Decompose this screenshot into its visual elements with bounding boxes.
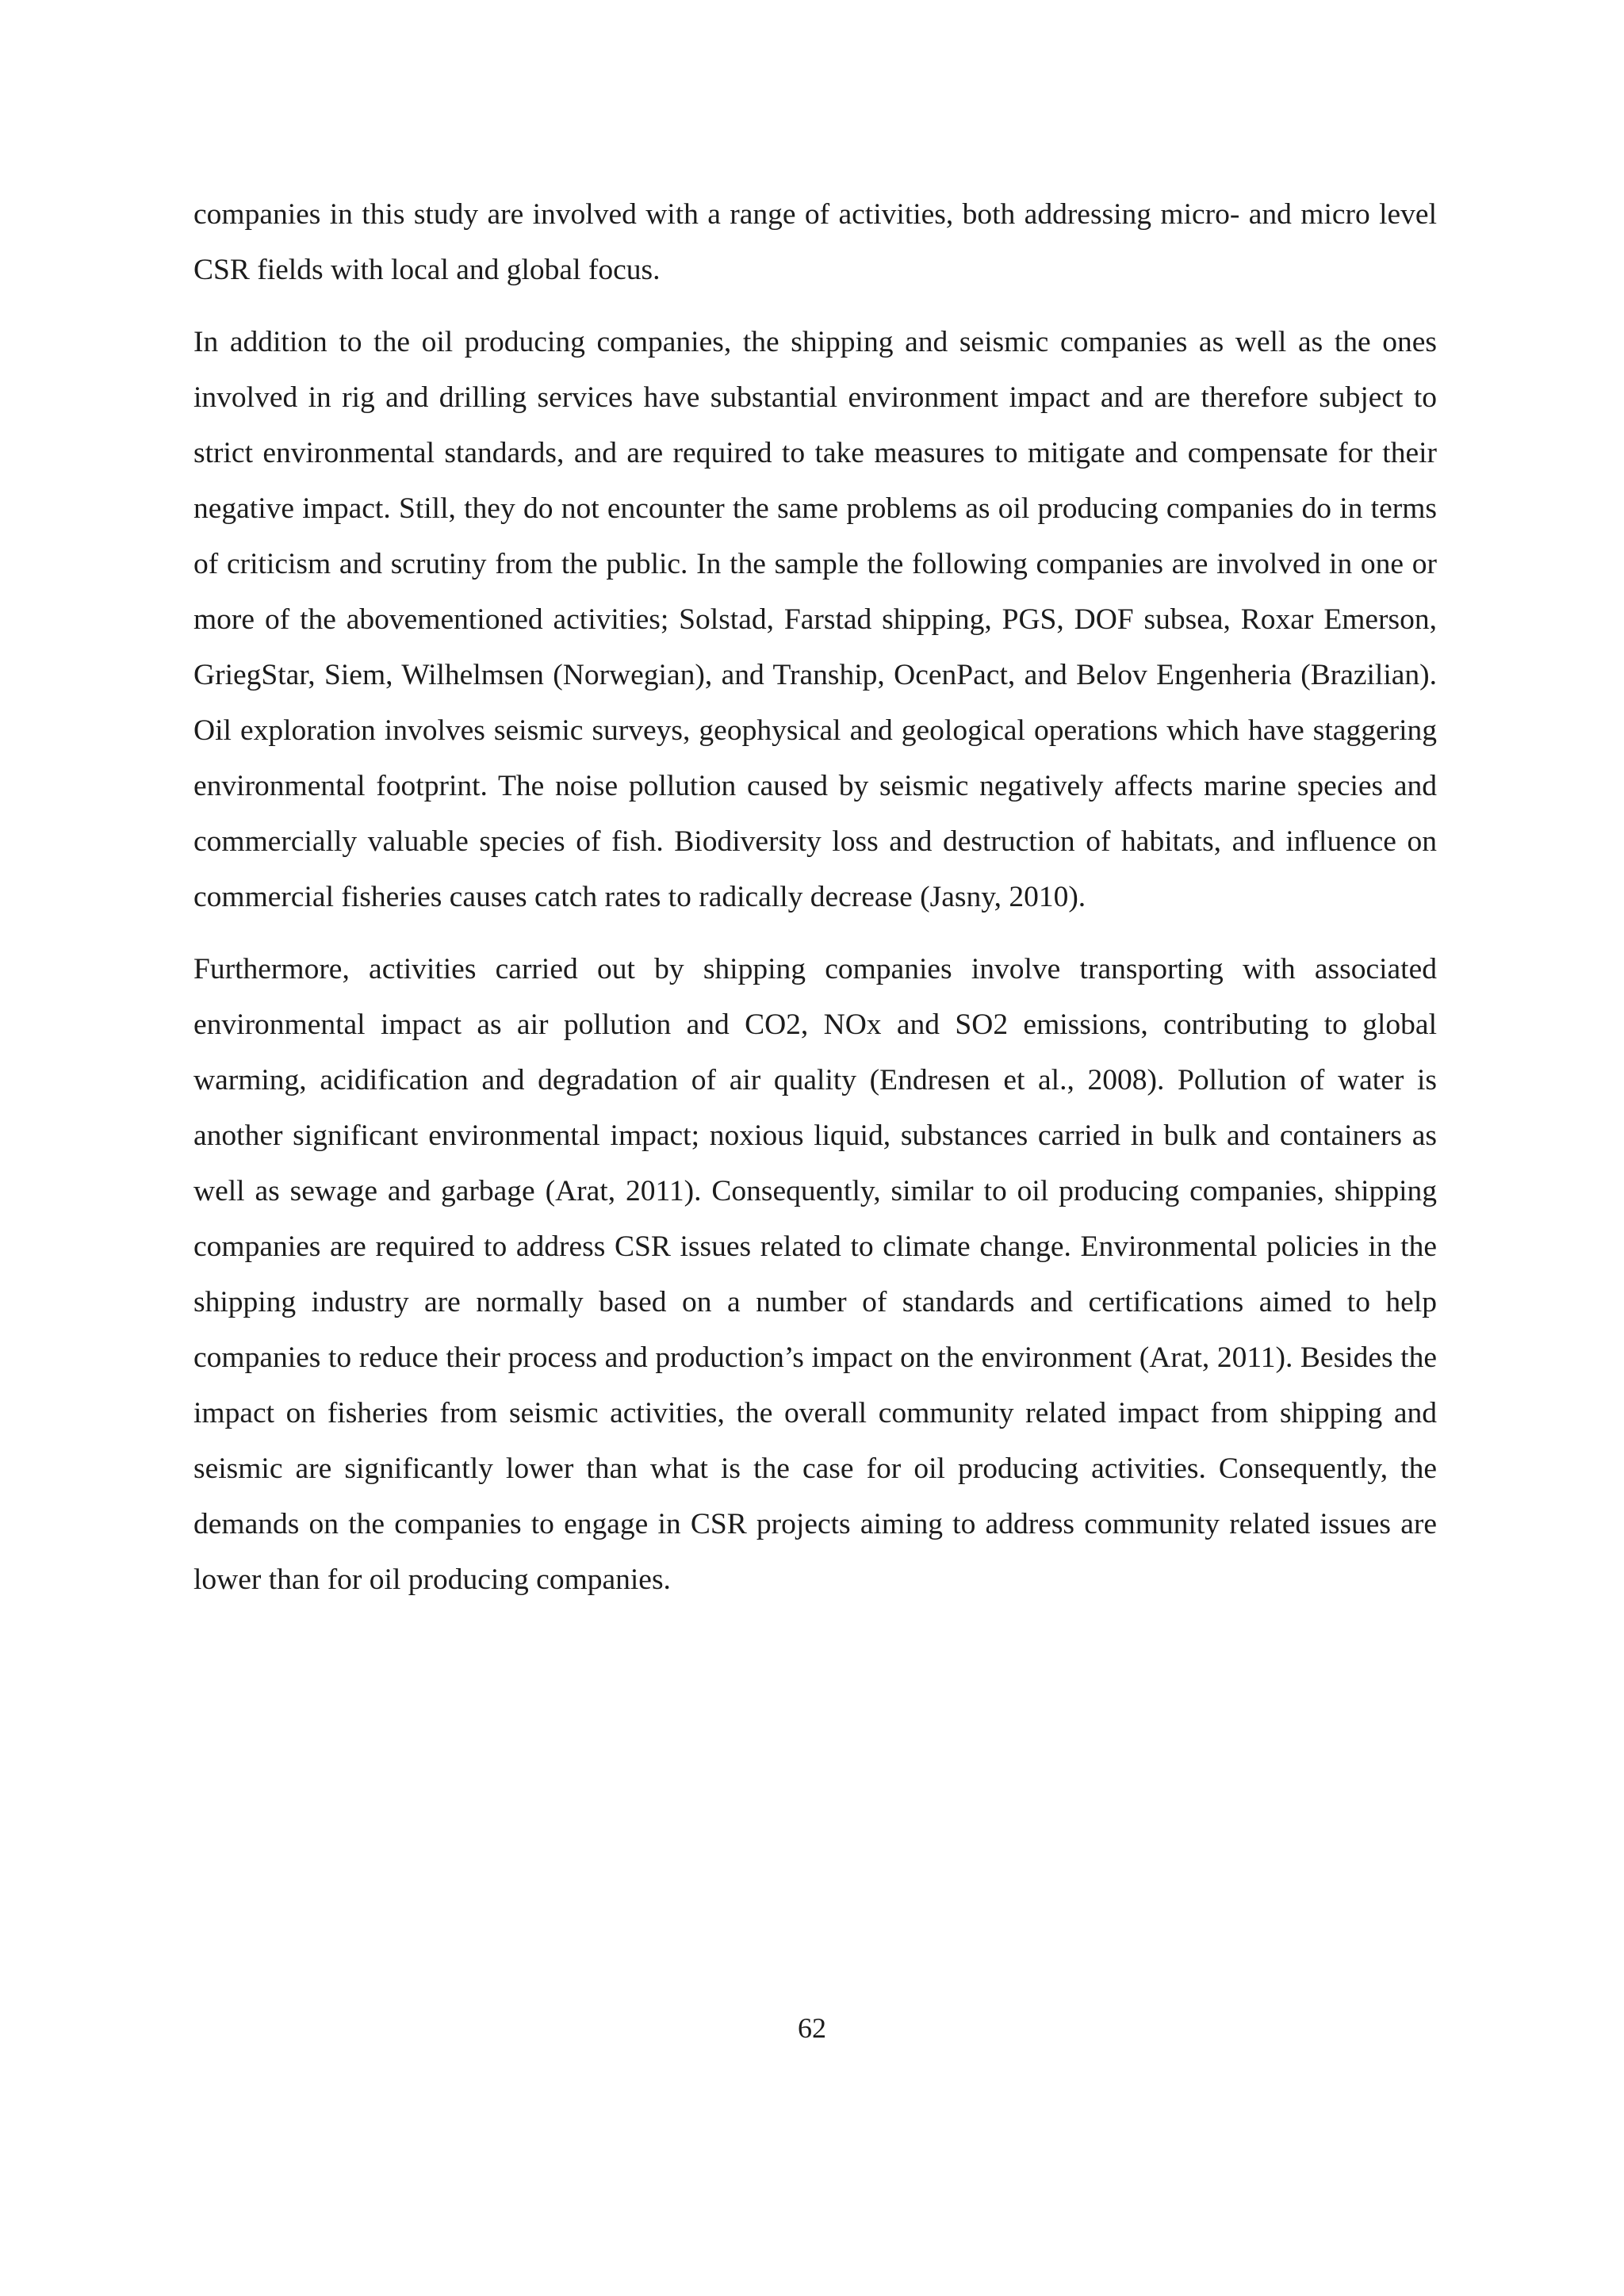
body-text [193,187,1437,1624]
paragraph-continuation: companies in this study are involved with a range of activities, both addressing micro- and micro level CSR fields with local and global focus. [193,198,1437,286]
paragraph-shipping-impact: Furthermore, activities carried out by shipping companies involve transporting with associated environmental impact as air pollution and CO2, NOx and SO2 emissions, contributing to global warming, acidification and degradation of air quality (Endresen et al., 2008). Pollution of water is another significant environmental impact; noxious liquid, substances carried in bulk and containers as well as sewage and garbage (Arat, 2011). Consequently, similar to oil producing companies, shipping companies are required to address CSR issues related to climate change. Environmental policies in the shipping industry are normally based on a number of standards and certifications aimed to help companies to reduce their process and production’s impact on the environment (Arat, 2011). Besides the impact on fisheries from seismic activities, the overall community related impact from shipping and seismic are significantly lower than what is the case for oil producing activities. Consequently, the demands on the companies to engage in CSR projects aiming to address community related issues are lower than for oil producing companies. [193,953,1437,1596]
paragraph-shipping-seismic: In addition to the oil producing companies, the shipping and seismic companies as well as the ones involved in rig and drilling services have substantial environment impact and are therefore subject to strict environmental standards, and are required to take measures to mitigate and compensate for their negative impact. Still, they do not encounter the same problems as oil producing companies do in terms of criticism and scrutiny from the public. In the sample the following companies are involved in one or more of the abovementioned activities; Solstad, Farstad shipping, PGS, DOF subsea, Roxar Emerson, GriegStar, Siem, Wilhelmsen (Norwegian), and Tranship, OcenPact, and Belov Engenheria (Brazilian). Oil exploration involves seismic surveys, geophysical and geological operations which have staggering environmental footprint. The noise pollution caused by seismic negatively affects marine species and commercially valuable species of fish. Biodiversity loss and destruction of habitats, and influence on commercial fisheries causes catch rates to radically decrease (Jasny, 2010). [193,326,1437,913]
page-number: 62 [798,2012,826,2044]
